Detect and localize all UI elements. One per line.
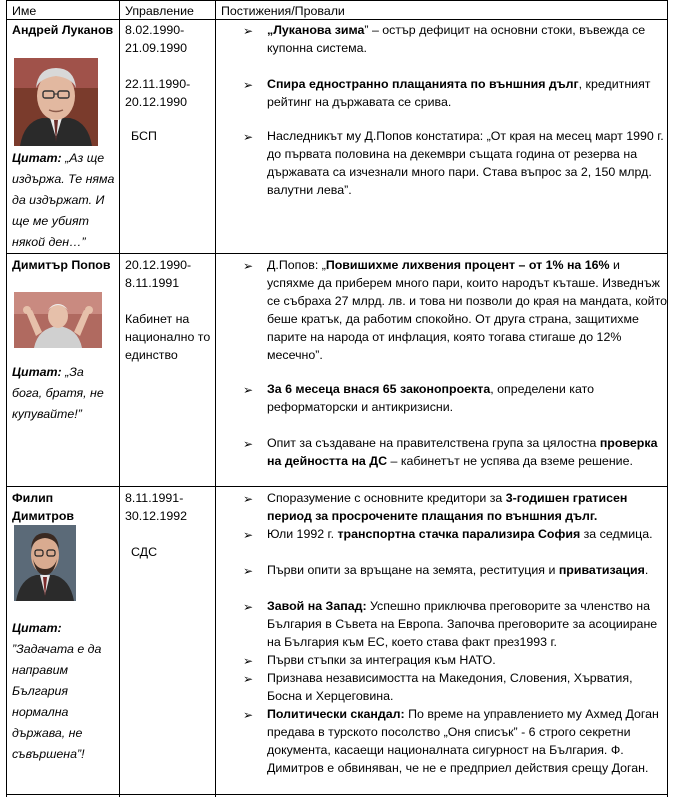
row1-term-2: 22.11.1990-20.12.1990 — [125, 77, 191, 109]
arrow-bullet-icon: ➢ — [243, 654, 254, 668]
row-divider-3 — [6, 794, 668, 795]
row3-quote-text: ”Задачата е да направим България нормална държава, не съвършена”! — [12, 642, 102, 761]
arrow-bullet-icon: ➢ — [243, 130, 254, 144]
column-divider-1 — [119, 0, 120, 797]
row1-item-1: „Луканова зима” – остър дефицит на основни стоки, въвежда се купонна система. — [267, 23, 646, 55]
row2-item-2: За 6 месеца внася 65 законопроекта, определени като реформаторски и антикризисни. — [267, 382, 594, 414]
row3-item-5: Първи стъпки за интеграция към НАТО. — [267, 653, 496, 667]
row3-item-1: Споразумение с основните кредитори за 3-годишен гратисен период за просрочените плащания по външния дълг. — [267, 491, 628, 523]
arrow-bullet-icon: ➢ — [243, 437, 254, 451]
politicians-table — [6, 0, 668, 797]
table-border-top — [6, 0, 668, 1]
row2-quote-label: Цитат: — [12, 365, 62, 379]
row2-item-1: Д.Попов: „Повишихме лихвения процент – от 1% на 16% и успяхме да приберем много пари, които народът къташе. Изведнъж се събраха 27 млрд. лв. и това ни позволи до края на мандата, който беше кратък, да работим спокойно. От друга страна, защитихме парите на народа от инфлация, която тогава стигаше до 12% месечно”. — [267, 258, 668, 362]
row2-portrait — [14, 292, 102, 348]
header-name: Име — [12, 4, 37, 18]
arrow-bullet-icon: ➢ — [243, 383, 254, 397]
row2-party: Кабинет на национално то единство — [125, 312, 211, 362]
row-divider-1 — [6, 253, 668, 254]
row3-quote-label: Цитат: — [12, 621, 62, 635]
row3-portrait — [14, 525, 76, 601]
arrow-bullet-icon: ➢ — [243, 708, 254, 722]
column-divider-2 — [215, 0, 216, 797]
row3-term-1: 8.11.1991-30.12.1992 — [125, 491, 188, 523]
row2-name: Димитър Попов — [12, 258, 111, 272]
row3-item-4: Завой на Запад: Успешно приключва преговорите за членство на България в Съвета на Европа. Започва преговорите за асоцииране на България към ЕС, което става факт през1993 г. — [267, 599, 658, 649]
row3-item-3: Първи опити за връщане на земята, реституция и приватизация. — [267, 563, 649, 577]
row3-item-2: Юли 1992 г. транспортна стачка парализира София за седмица. — [267, 527, 653, 541]
row1-quote — [12, 148, 116, 253]
row2-quote — [12, 362, 116, 425]
row1-party: БСП — [131, 129, 157, 143]
row-divider-2 — [6, 486, 668, 487]
arrow-bullet-icon: ➢ — [243, 564, 254, 578]
row2-quote-text: „За бога, братя, не купувайте!” — [12, 365, 104, 421]
arrow-bullet-icon: ➢ — [243, 528, 254, 542]
row2-term-1: 20.12.1990-8.11.1991 — [125, 258, 192, 290]
row3-name: Филип Димитров — [12, 491, 75, 523]
arrow-bullet-icon: ➢ — [243, 259, 254, 273]
row1-item-3: Наследникът му Д.Попов констатира: „От края на месец март 1990 г. до първата половина на декември същата година от резерва на държавата са изчезнали много пари. Става въпрос за 2, 150 млрд. валутни лева”. — [267, 129, 664, 197]
row3-party: СДС — [131, 545, 158, 559]
header-achievements: Постижения/Провали — [221, 4, 345, 18]
arrow-bullet-icon: ➢ — [243, 78, 254, 92]
row1-term-1: 8.02.1990-21.09.1990 — [125, 23, 188, 55]
arrow-bullet-icon: ➢ — [243, 600, 254, 614]
header-term: Управление — [125, 4, 194, 18]
arrow-bullet-icon: ➢ — [243, 492, 254, 506]
row2-item-3: Опит за създаване на правителствена група за цялостна проверка на дейността на ДС – кабинетът не успява да вземе решение. — [267, 436, 658, 468]
row3-quote — [12, 618, 116, 765]
row1-item-2: Спира едностранно плащанията по външния дълг, кредитният рейтинг на държавата се срива. — [267, 77, 651, 109]
row1-portrait — [14, 58, 98, 146]
table-border-right — [667, 0, 668, 797]
table-border-left — [6, 0, 7, 797]
row1-name: Андрей Луканов — [12, 23, 114, 37]
arrow-bullet-icon: ➢ — [243, 672, 254, 686]
arrow-bullet-icon: ➢ — [243, 24, 254, 38]
row3-item-7: Политически скандал: По време на управлението му Ахмед Доган предава в турското посолство „Оня списък” - 6 строго секретни документа, касаещи националната сигурност на България. Ф. Димитров е обвиняван, че не е предприел действия срещу Доган. — [267, 707, 659, 775]
row1-quote-text: „Аз ще издържа. Те няма да издържат. И ще ме убият някой ден…” — [12, 151, 115, 249]
row1-quote-label: Цитат: — [12, 151, 62, 165]
row3-item-6: Признава независимостта на Македония, Словения, Хърватия, Босна и Херцеговина. — [267, 671, 633, 703]
